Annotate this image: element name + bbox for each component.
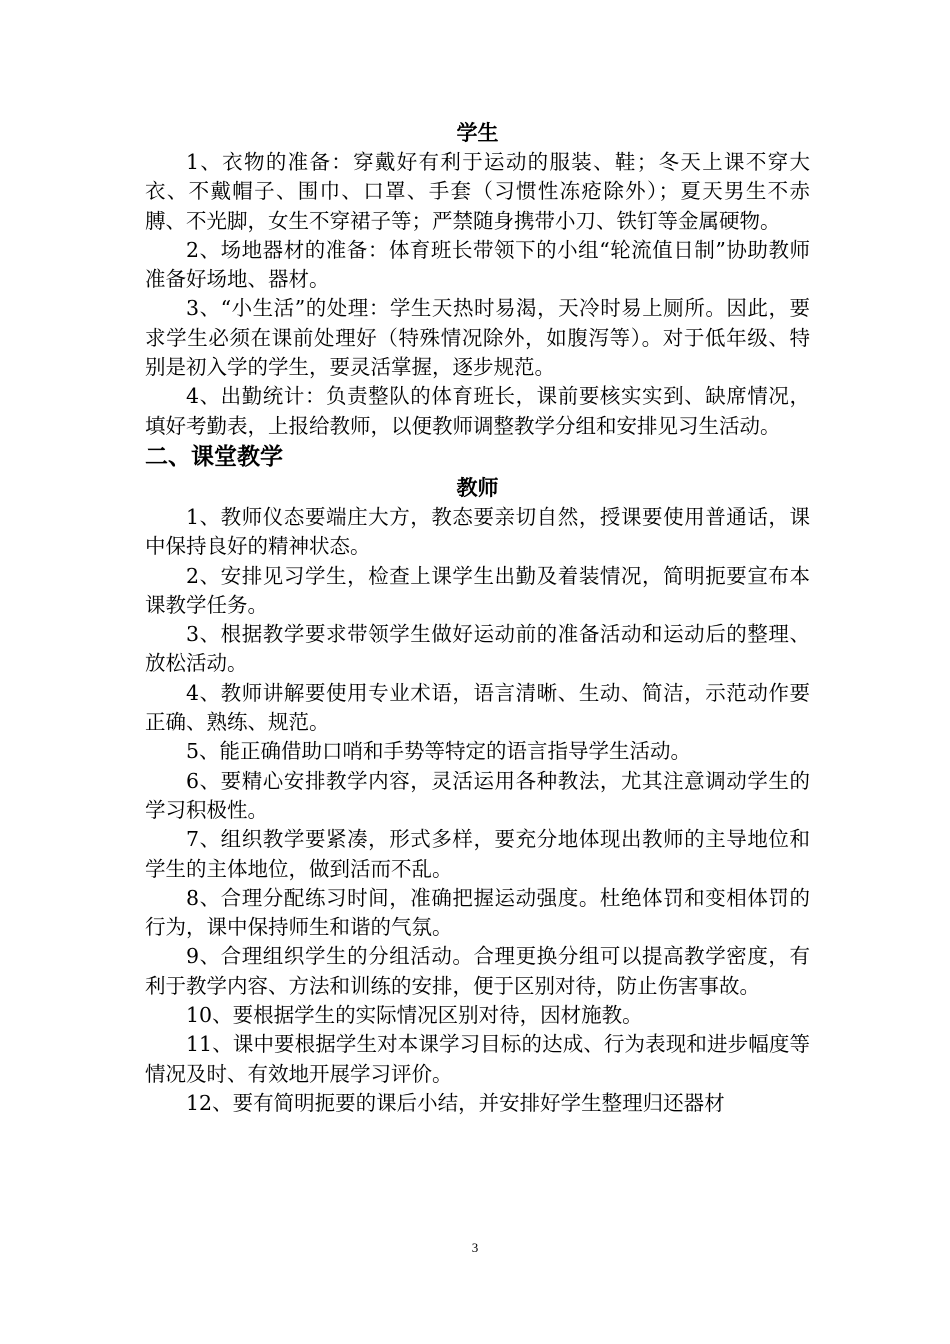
classroom-teaching-heading: 二、课堂教学: [145, 443, 283, 470]
students-paragraph-4: 4、出勤统计：负责整队的体育班长，课前要核实实到、缺席情况，填好考勤表，上报给教师，以便教师调整教学分组和安排见习生活动。: [145, 384, 810, 438]
teacher-paragraph-10: 10、要根据学生的实际情况区别对待，因材施教。: [186, 1003, 643, 1028]
document-page: [145, 118, 810, 1118]
students-paragraph-2: 2、场地器材的准备：体育班长带领下的小组“轮流值日制”协助教师准备好场地、器材。: [145, 237, 810, 292]
teacher-paragraph-9: 9、合理组织学生的分组活动。合理更换分组可以提高教学密度，有利于教学内容、方法和训练的安排，便于区别对待，防止伤害事故。: [145, 944, 810, 998]
students-heading: 学生: [456, 121, 499, 145]
teacher-paragraph-2: 2、安排见习学生，检查上课学生出勤及着装情况，简明扼要宣布本课教学任务。: [145, 563, 810, 617]
teacher-paragraph-3: 3、根据教学要求带领学生做好运动前的准备活动和运动后的整理、放松活动。: [145, 622, 810, 676]
teacher-paragraph-11: 11、课中要根据学生对本课学习目标的达成、行为表现和进步幅度等情况及时、有效地开展学习评价。: [145, 1032, 810, 1086]
teacher-paragraph-6: 6、要精心安排教学内容，灵活运用各种教法，尤其注意调动学生的学习积极性。: [145, 768, 810, 822]
students-paragraph-3: 3、“小生活”的处理：学生天热时易渴，天冷时易上厕所。因此，要求学生必须在课前处理好（特殊情况除外，如腹泻等）。对于低年级、特别是初入学的学生，要灵活掌握，逐步规范。: [145, 296, 810, 380]
teacher-heading: 教师: [456, 475, 499, 500]
teacher-paragraph-8: 8、合理分配练习时间，准确把握运动强度。杜绝体罚和变相体罚的行为，课中保持师生和谐的气氛。: [145, 885, 810, 940]
teacher-paragraph-12: 12、要有简明扼要的课后小结，并安排好学生整理归还器材: [186, 1090, 725, 1115]
teacher-paragraph-5: 5、能正确借助口哨和手势等特定的语言指导学生活动。: [186, 739, 692, 764]
students-paragraph-1: 1、衣物的准备：穿戴好有利于运动的服装、鞋；冬天上课不穿大衣、不戴帽子、围巾、口罩、手套（习惯性冻疮除外）；夏天男生不赤膊、不光脚，女生不穿裙子等；严禁随身携带小刀、铁钉等金属硬物。: [145, 150, 810, 233]
teacher-paragraph-4: 4、教师讲解要使用专业术语，语言清晰、生动、简洁，示范动作要正确、熟练、规范。: [145, 680, 810, 735]
teacher-paragraph-1: 1、教师仪态要端庄大方，教态要亲切自然，授课要使用普通话，课中保持良好的精神状态。: [145, 504, 810, 559]
teacher-paragraph-7: 7、组织教学要紧凑，形式多样，要充分地体现出教师的主导地位和学生的主体地位，做到活而不乱。: [145, 827, 810, 881]
page-number: 3: [471, 1240, 479, 1255]
